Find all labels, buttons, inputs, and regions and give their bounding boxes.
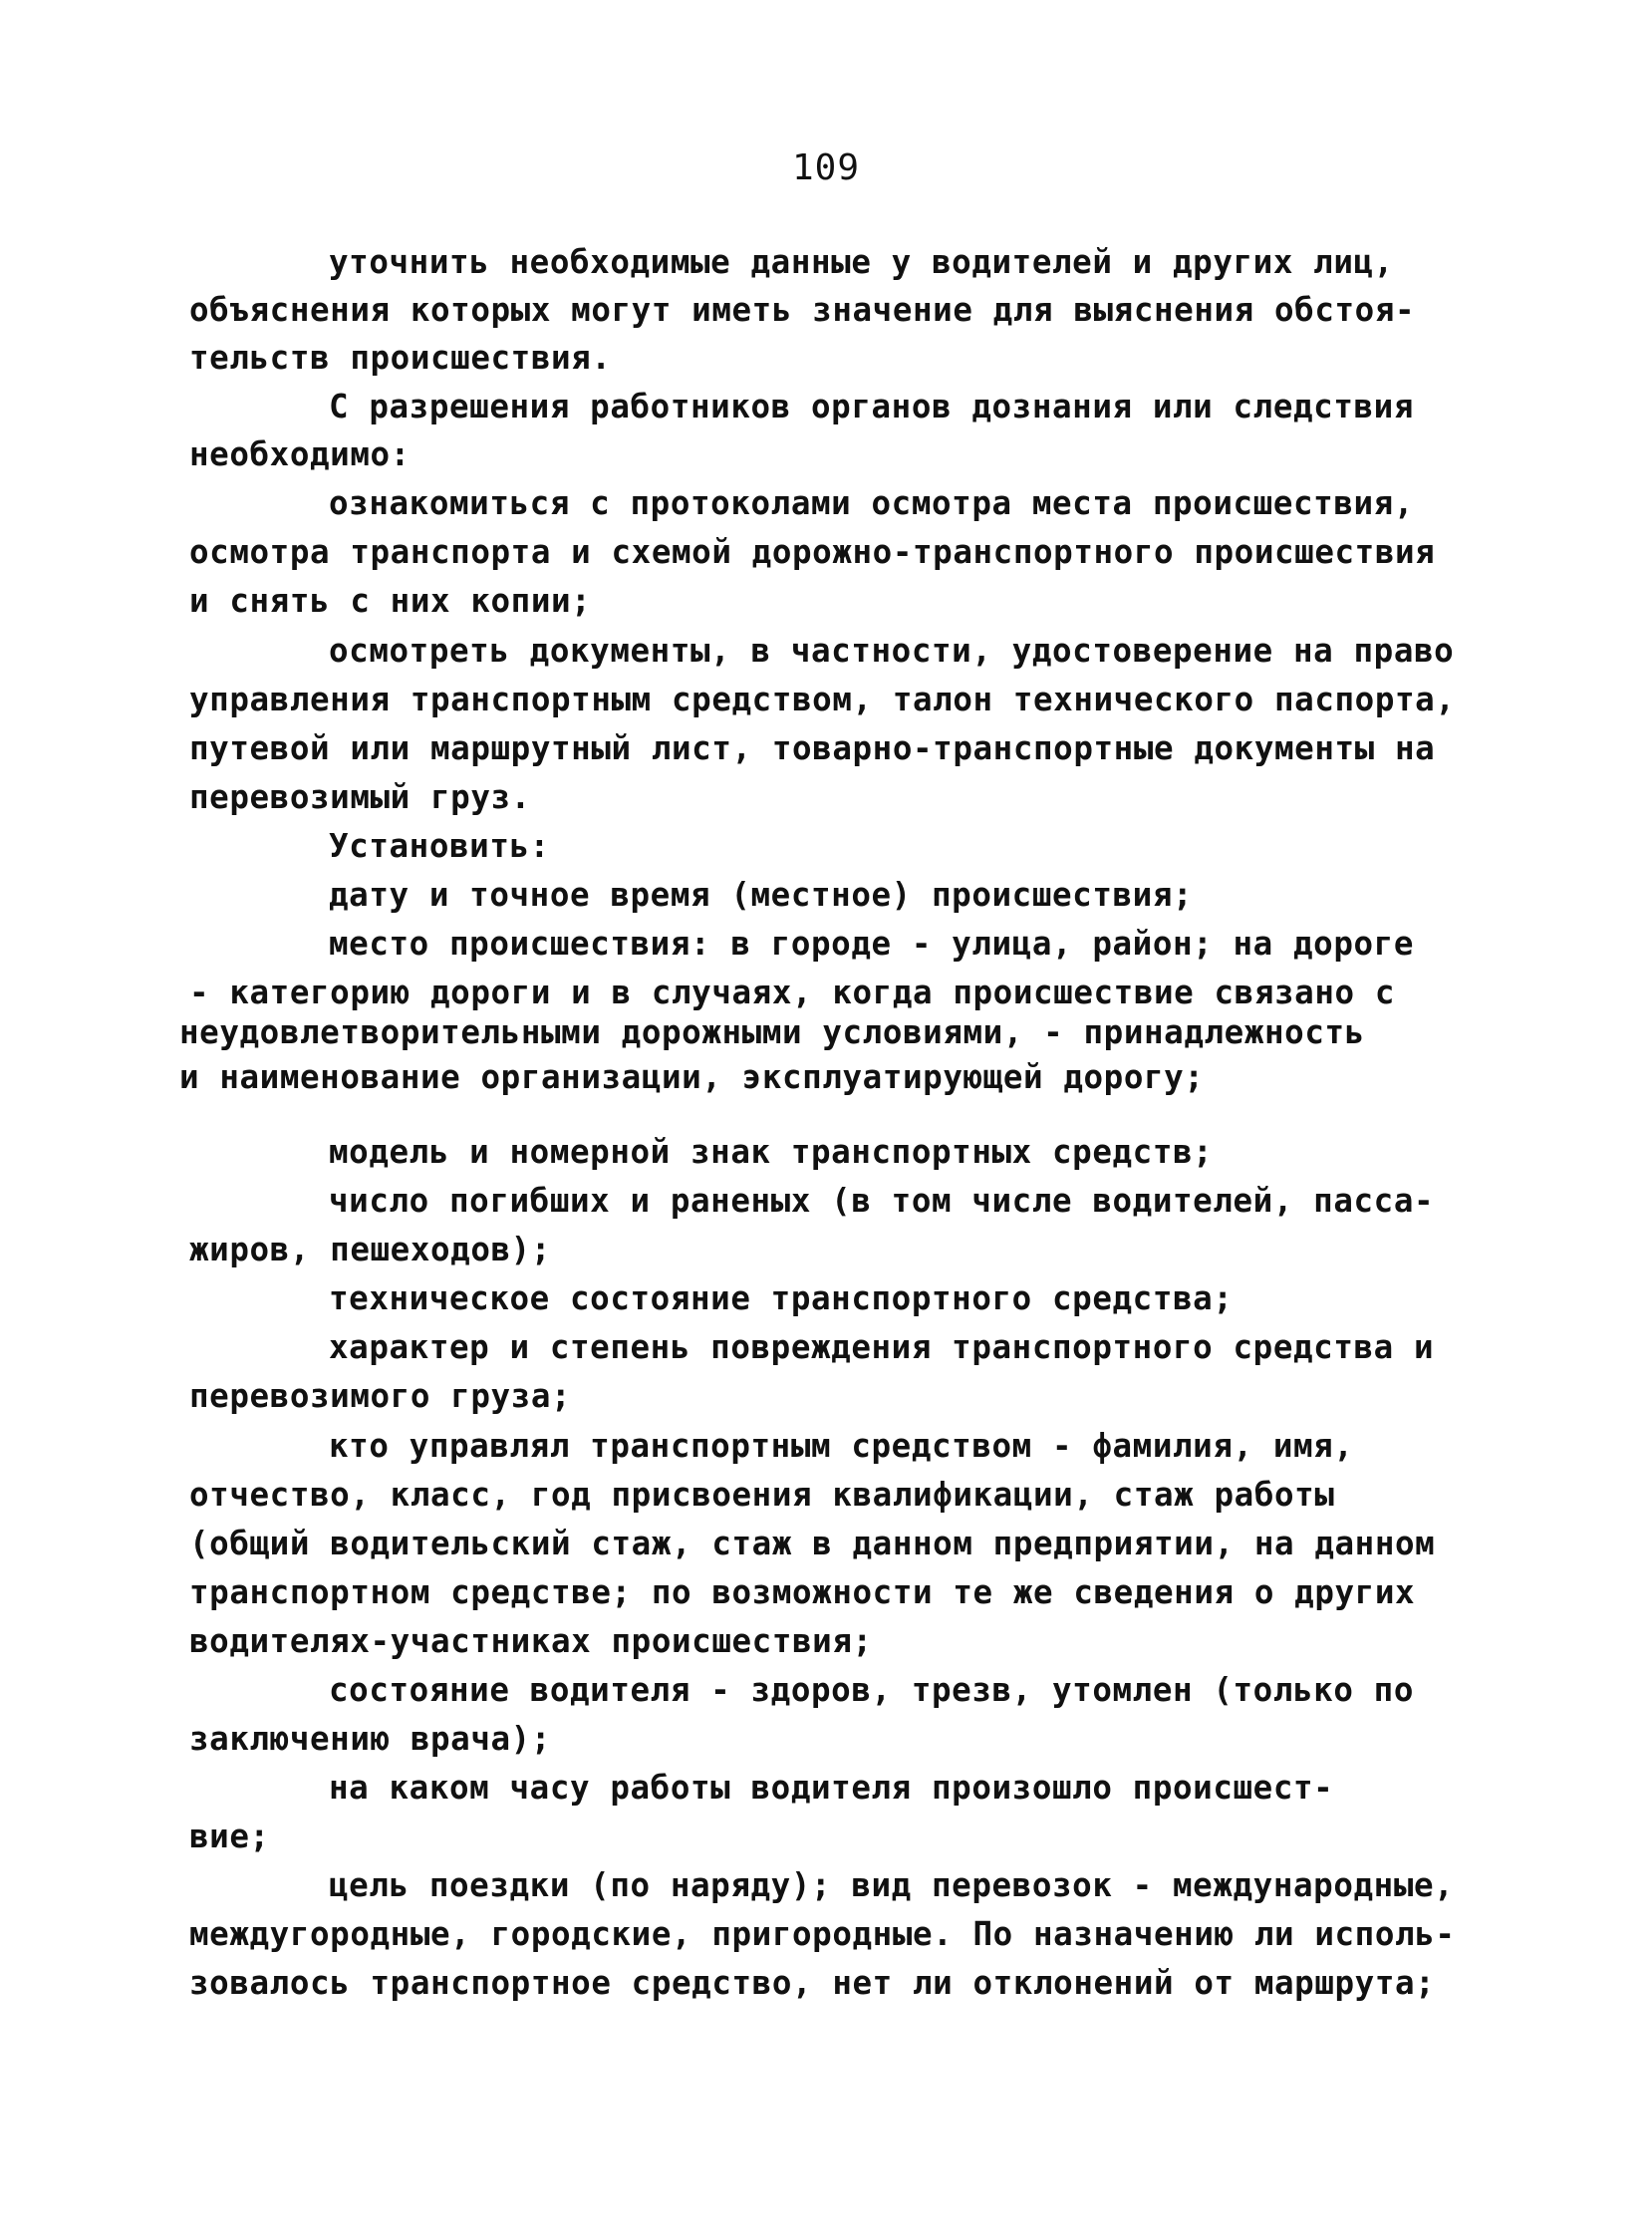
text-line: место происшествия: в городе - улица, район; на дороге (329, 925, 1414, 963)
text-line: водителях-участниках происшествия; (189, 1622, 873, 1660)
text-line: осмотра транспорта и схемой дорожно-транспортного происшествия (189, 533, 1436, 571)
text-line: зовалось транспортное средство, нет ли отклонений от маршрута; (189, 1964, 1436, 2002)
text-line: С разрешения работников органов дознания или следствия (329, 388, 1414, 425)
text-line: заключению врача); (189, 1720, 551, 1758)
text-line: цель поездки (по наряду); вид перевозок - международные, (329, 1866, 1455, 1904)
text-line: уточнить необходимые данные у водителей и других лиц, (329, 243, 1394, 281)
text-line: неудовлетворительными дорожными условиями, - принадлежность (179, 1013, 1365, 1051)
text-line: техническое состояние транспортного средства; (329, 1279, 1234, 1317)
text-line: на каком часу работы водителя произошло происшест- (329, 1769, 1334, 1807)
text-line: отчество, класс, год присвоения квалификации, стаж работы (189, 1476, 1335, 1514)
text-line: состояние водителя - здоров, трезв, утомлен (только по (329, 1671, 1414, 1709)
text-line: жиров, пешеходов); (189, 1231, 551, 1268)
text-line: дату и точное время (местное) происшествия; (329, 876, 1194, 914)
text-line: необходимо: (189, 435, 411, 473)
text-line: перевозимый груз. (189, 778, 531, 816)
text-line: тельств происшествия. (189, 339, 612, 377)
text-line: вие; (189, 1818, 270, 1855)
text-line: характер и степень повреждения транспортного средства и (329, 1328, 1435, 1366)
text-line: - категорию дороги и в случаях, когда происшествие связано с (189, 974, 1395, 1011)
text-line: ознакомиться с протоколами осмотра места происшествия, (329, 484, 1414, 522)
text-line: объяснения которых могут иметь значение для выяснения обстоя- (189, 291, 1416, 329)
text-line: междугородные, городские, пригородные. По назначению ли исполь- (189, 1915, 1456, 1953)
text-line: кто управлял транспортным средством - фамилия, имя, (329, 1427, 1354, 1465)
text-line: управления транспортным средством, талон технического паспорта, (189, 681, 1456, 718)
text-line: (общий водительский стаж, стаж в данном предприятии, на данном (189, 1525, 1436, 1562)
text-line: Установить: (329, 827, 550, 865)
text-line: транспортном средстве; по возможности те же сведения о других (189, 1573, 1416, 1611)
page-number: 109 (791, 147, 861, 188)
text-line: путевой или маршрутный лист, товарно-транспортные документы на (189, 729, 1436, 767)
text-line: и наименование организации, эксплуатирующей дорогу; (179, 1058, 1205, 1096)
text-line: модель и номерной знак транспортных средств; (329, 1133, 1214, 1171)
text-line: и снять с них копии; (189, 582, 592, 620)
text-line: осмотреть документы, в частности, удостоверение на право (329, 632, 1455, 670)
text-line: перевозимого груза; (189, 1377, 572, 1415)
text-line: число погибших и раненых (в том числе водителей, пасса- (329, 1182, 1435, 1220)
